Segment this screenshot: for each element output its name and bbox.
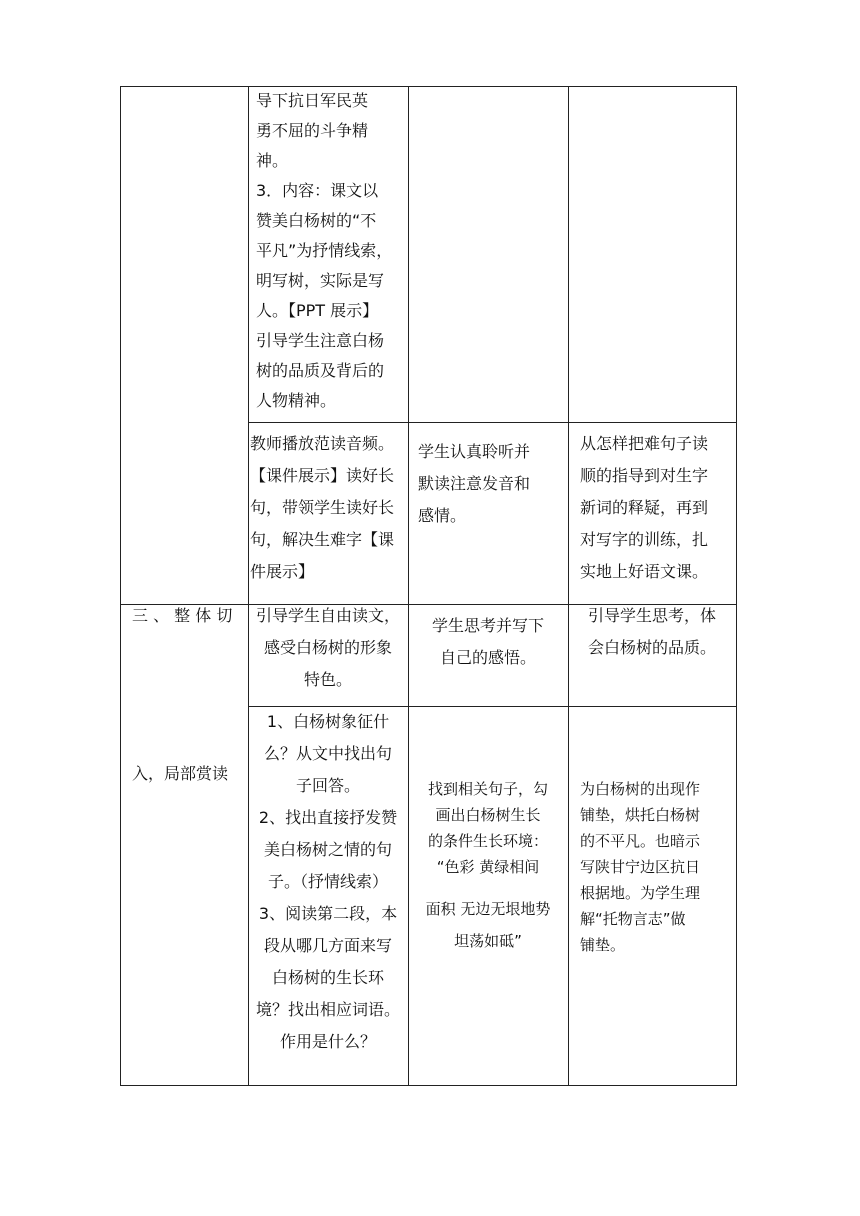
text-line: 导下抗日军民英 xyxy=(256,91,369,110)
text-line: 学生思考并写下 xyxy=(431,616,544,635)
text-line: 的不平凡。也暗示 xyxy=(580,832,701,850)
text-line: 句，解决生难字【课 xyxy=(250,530,395,549)
text-line: 自己的感悟。 xyxy=(439,648,536,667)
text-line: 3、阅读第二段，本 xyxy=(258,904,398,923)
text-line: 感情。 xyxy=(418,506,467,525)
text-line: 的条件生长环境： xyxy=(427,832,548,850)
row-divider-1 xyxy=(248,422,737,423)
text-line: 树的品质及背后的 xyxy=(256,361,385,380)
table-border-top xyxy=(120,86,737,87)
text-line: 铺垫，烘托白杨树 xyxy=(580,806,701,824)
text-line: 子。（抒情线索） xyxy=(267,872,388,891)
row3-col3-cell xyxy=(410,610,566,674)
row2-col2-cell xyxy=(250,428,408,588)
text-line: 人物精神。 xyxy=(256,391,337,410)
lesson-plan-table xyxy=(120,86,737,1086)
text-line: 作用是什么？ xyxy=(279,1032,376,1051)
row4-col3-cell xyxy=(410,776,566,954)
row4-col4-cell xyxy=(580,776,734,958)
row1-col2-cell xyxy=(256,86,406,416)
row4-col2-cell xyxy=(248,706,408,1058)
text-line: 从怎样把难句子读 xyxy=(580,434,709,453)
row2-col3-cell xyxy=(418,436,564,532)
text-line: 教师播放范读音频。 xyxy=(250,434,395,453)
section3-label-line2: 入，局部赏读 xyxy=(132,764,229,783)
text-line: 引导学生注意白杨 xyxy=(256,331,385,350)
text-line: 件展示】 xyxy=(250,562,315,581)
text-line: “色彩 黄绿相间 xyxy=(436,858,540,876)
text-line: 实地上好语文课。 xyxy=(580,562,709,581)
text-line: 么？从文中找出句 xyxy=(263,744,392,763)
text-line: 默读注意发音和 xyxy=(418,474,531,493)
text-line: 坦荡如砥” xyxy=(454,932,522,950)
section3-label-line1: 三 、 整 体 切 xyxy=(132,606,233,625)
table-border-right xyxy=(736,86,737,1086)
row2-col4-cell xyxy=(580,428,734,588)
text-line: 勇不屈的斗争精 xyxy=(256,121,369,140)
text-line: 句，带领学生读好长 xyxy=(250,498,395,517)
text-line: 平凡”为抒情线索， xyxy=(256,241,393,260)
text-line: 引导学生自由读文， xyxy=(255,606,400,625)
text-line: 铺垫。 xyxy=(580,936,626,954)
text-line: 会白杨树的品质。 xyxy=(587,638,716,657)
text-line: 顺的指导到对生字 xyxy=(580,466,709,485)
table-border-bottom xyxy=(120,1085,737,1086)
text-line: 根据地。为学生理 xyxy=(580,884,701,902)
text-line: 画出白杨树生长 xyxy=(435,806,541,824)
text-line: 人。【PPT 展示】 xyxy=(256,301,379,320)
text-line: 白杨树的生长环 xyxy=(271,968,384,987)
text-line: 美白杨树之情的句 xyxy=(263,840,392,859)
text-line: 对写字的训练，扎 xyxy=(580,530,709,549)
text-line: 神。 xyxy=(256,151,289,170)
text-line: 明写树，实际是写 xyxy=(256,271,385,290)
text-line: 境？找出相应词语。 xyxy=(255,1000,400,1019)
text-line: 学生认真聆听并 xyxy=(418,442,531,461)
text-line: 子回答。 xyxy=(295,776,360,795)
col-divider-3 xyxy=(568,86,569,1086)
text-line: 【课件展示】读好长 xyxy=(250,466,395,485)
text-line: 写陕甘宁边区抗日 xyxy=(580,858,701,876)
col-divider-2 xyxy=(408,86,409,1086)
text-line: 为白杨树的出现作 xyxy=(580,780,701,798)
text-line: 赞美白杨树的“不 xyxy=(256,211,377,230)
text-line: 新词的释疑，再到 xyxy=(580,498,709,517)
text-line: 2、找出直接抒发赞 xyxy=(258,808,398,827)
row3-col4-cell xyxy=(570,600,734,664)
text-line: 解“托物言志”做 xyxy=(580,910,686,928)
row3-col2-cell xyxy=(248,600,408,696)
text-line: 引导学生思考，体 xyxy=(587,606,716,625)
text-line: 3．内容：课文以 xyxy=(256,181,379,200)
text-line: 面积 无边无垠地势 xyxy=(425,900,551,918)
text-line: 段从哪几方面来写 xyxy=(263,936,392,955)
text-line: 感受白杨树的形象 xyxy=(263,638,392,657)
text-line: 特色。 xyxy=(303,670,352,689)
text-line: 找到相关句子，勾 xyxy=(427,780,548,798)
text-line: 1、白杨树象征什 xyxy=(266,712,390,731)
table-border-left xyxy=(120,86,121,1086)
